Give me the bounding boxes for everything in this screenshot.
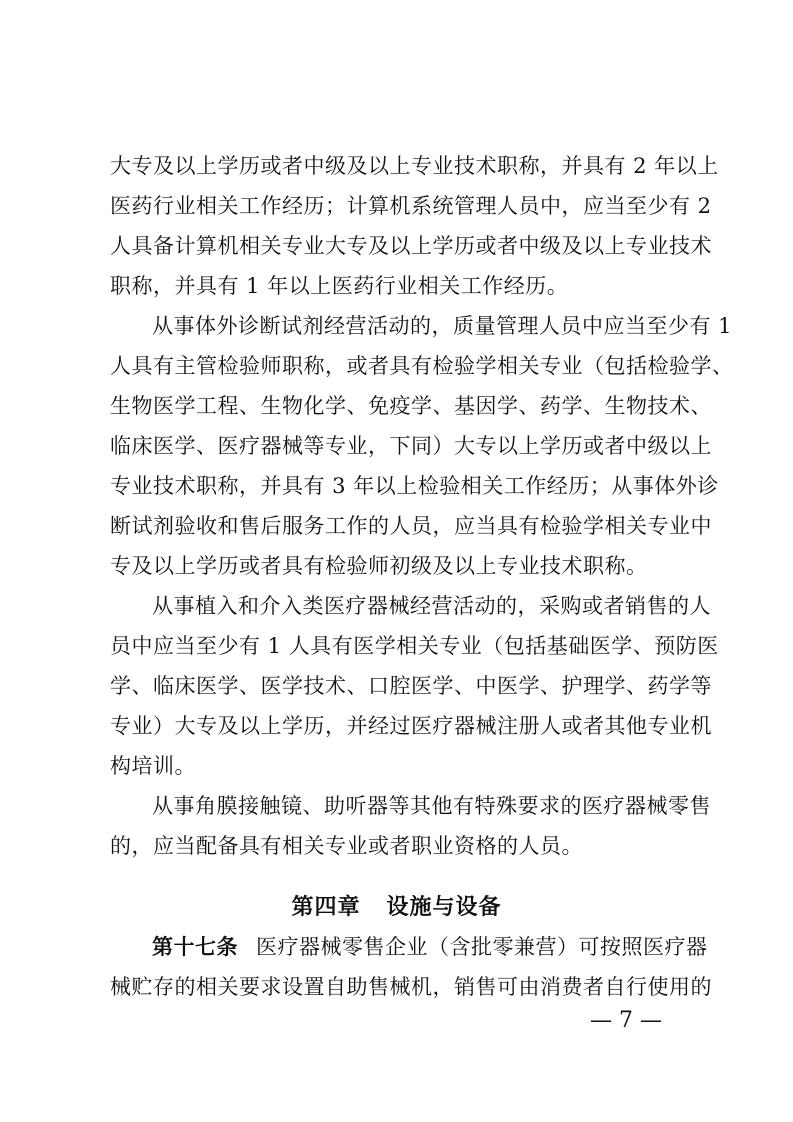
body-line: 人具有主管检验师职称，或者具有检验学相关专业（包括检验学、 — [110, 354, 734, 378]
body-line: 专业技术职称，并具有 3 年以上检验相关工作经历；从事体外诊 — [110, 474, 719, 498]
body-line: 医药行业相关工作经历；计算机系统管理人员中，应当至少有 2 — [110, 194, 712, 218]
body-line: 构培训。 — [110, 754, 196, 778]
chapter-heading — [0, 893, 793, 921]
body-line: 生物医学工程、生物化学、免疫学、基因学、药学、生物技术、 — [110, 394, 712, 418]
page-number: — 7 — — [590, 1008, 662, 1033]
chapter-title: 设施与设备 — [386, 894, 502, 920]
body-line: 专业）大专及以上学历，并经过医疗器械注册人或者其他专业机 — [110, 714, 712, 738]
body-line: 临床医学、医疗器械等专业，下同）大专以上学历或者中级以上 — [110, 434, 712, 458]
body-line: 从事体外诊断试剂经营活动的，质量管理人员中应当至少有 1 — [152, 314, 733, 338]
body-line: 从事植入和介入类医疗器械经营活动的，采购或者销售的人 — [152, 594, 711, 618]
body-line: 的，应当配备具有相关专业或者职业资格的人员。 — [110, 834, 583, 858]
body-line: 学、临床医学、医学技术、口腔医学、中医学、护理学、药学等 — [110, 674, 712, 698]
body-line: 人具备计算机相关专业大专及以上学历或者中级及以上专业技术 — [110, 234, 712, 258]
body-line: 从事角膜接触镜、助听器等其他有特殊要求的医疗器械零售 — [152, 794, 711, 818]
article-label: 第十七条 — [152, 934, 238, 959]
body-line: 员中应当至少有 1 人具有医学相关专业（包括基础医学、预防医 — [110, 634, 719, 658]
chapter-number: 第四章 — [291, 894, 361, 920]
body-line: 断试剂验收和售后服务工作的人员，应当具有检验学相关专业中 — [110, 514, 712, 538]
body-line: 大专及以上学历或者中级及以上专业技术职称，并具有 2 年以上 — [110, 154, 719, 178]
body-line: 职称，并具有 1 年以上医药行业相关工作经历。 — [110, 274, 569, 298]
article-line — [152, 933, 708, 961]
article-text: 医疗器械零售企业（含批零兼营）可按照医疗器 — [256, 935, 708, 959]
body-line: 械贮存的相关要求设置自助售械机，销售可由消费者自行使用的 — [110, 975, 712, 999]
body-line: 专及以上学历或者具有检验师初级及以上专业技术职称。 — [110, 554, 648, 578]
